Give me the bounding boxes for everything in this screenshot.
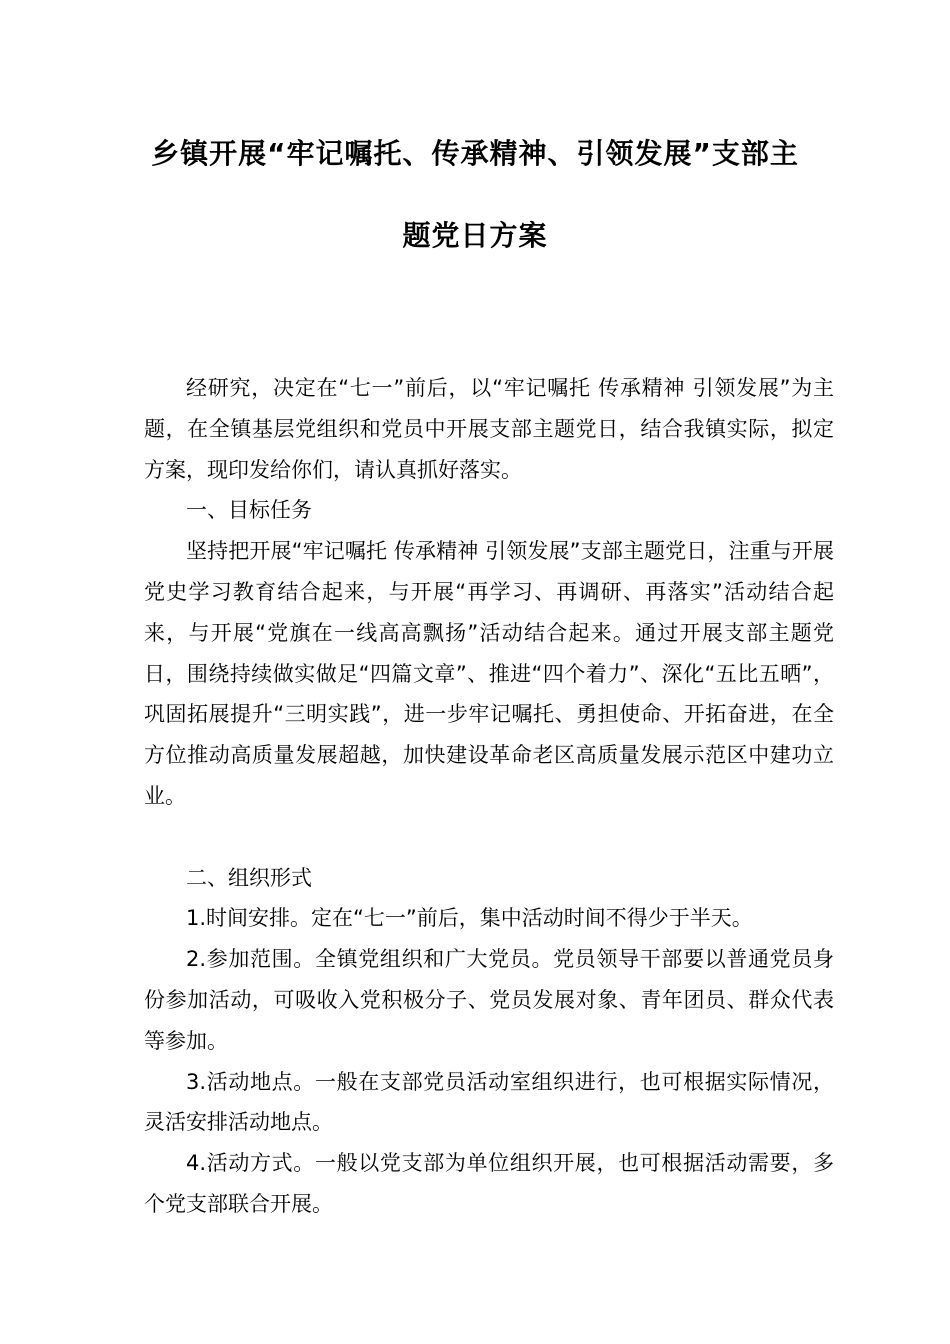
- goals-paragraph: 坚持把开展“牢记嘱托 传承精神 引领发展”支部主题党日，注重与开展党史学习教育结合起来，与开展“再学习、再调研、再落实”活动结合起来，与开展“党旗在一线高高飘扬”活动结合起来。通过开展支部主题党日，围绕持续做实做足“四篇文章”、推进“四个着力”、深化“五比五晒”，巩固拓展提升“三明实践”，进一步牢记嘱托、勇担使命、开拓奋进，在全方位推动高质量发展超越，加快建设革命老区高质量发展示范区中建功立业。: [144, 539, 834, 808]
- section-heading-goals: 一、目标任务: [186, 498, 312, 523]
- blank-line: [144, 817, 834, 858]
- document-body: [144, 368, 834, 1225]
- section-heading-organization: 二、组织形式: [186, 865, 312, 890]
- organization-item-location: 3.活动地点。一般在支部党员活动室组织进行，也可根据实际情况，灵活安排活动地点。: [144, 1069, 834, 1135]
- document-title-line-1: 乡镇开展“牢记嘱托、传承精神、引领发展”支部主: [151, 137, 799, 170]
- organization-item-time: 1.时间安排。定在“七一”前后，集中活动时间不得少于半天。: [186, 906, 753, 931]
- organization-item-scope: 2.参加范围。全镇党组织和广大党员。党员领导干部要以普通党员身份参加活动，可吸收入党积极分子、党员发展对象、青年团员、群众代表等参加。: [144, 947, 834, 1053]
- organization-item-method: 4.活动方式。一般以党支部为单位组织开展，也可根据活动需要，多个党支部联合开展。: [144, 1151, 834, 1216]
- document-title-line-2: 题党日方案: [402, 219, 548, 252]
- intro-paragraph: 经研究，决定在“七一”前后，以“牢记嘱托 传承精神 引领发展”为主题，在全镇基层党组织和党员中开展支部主题党日，结合我镇实际，拟定方案，现印发给你们，请认真抓好落实。: [144, 376, 834, 482]
